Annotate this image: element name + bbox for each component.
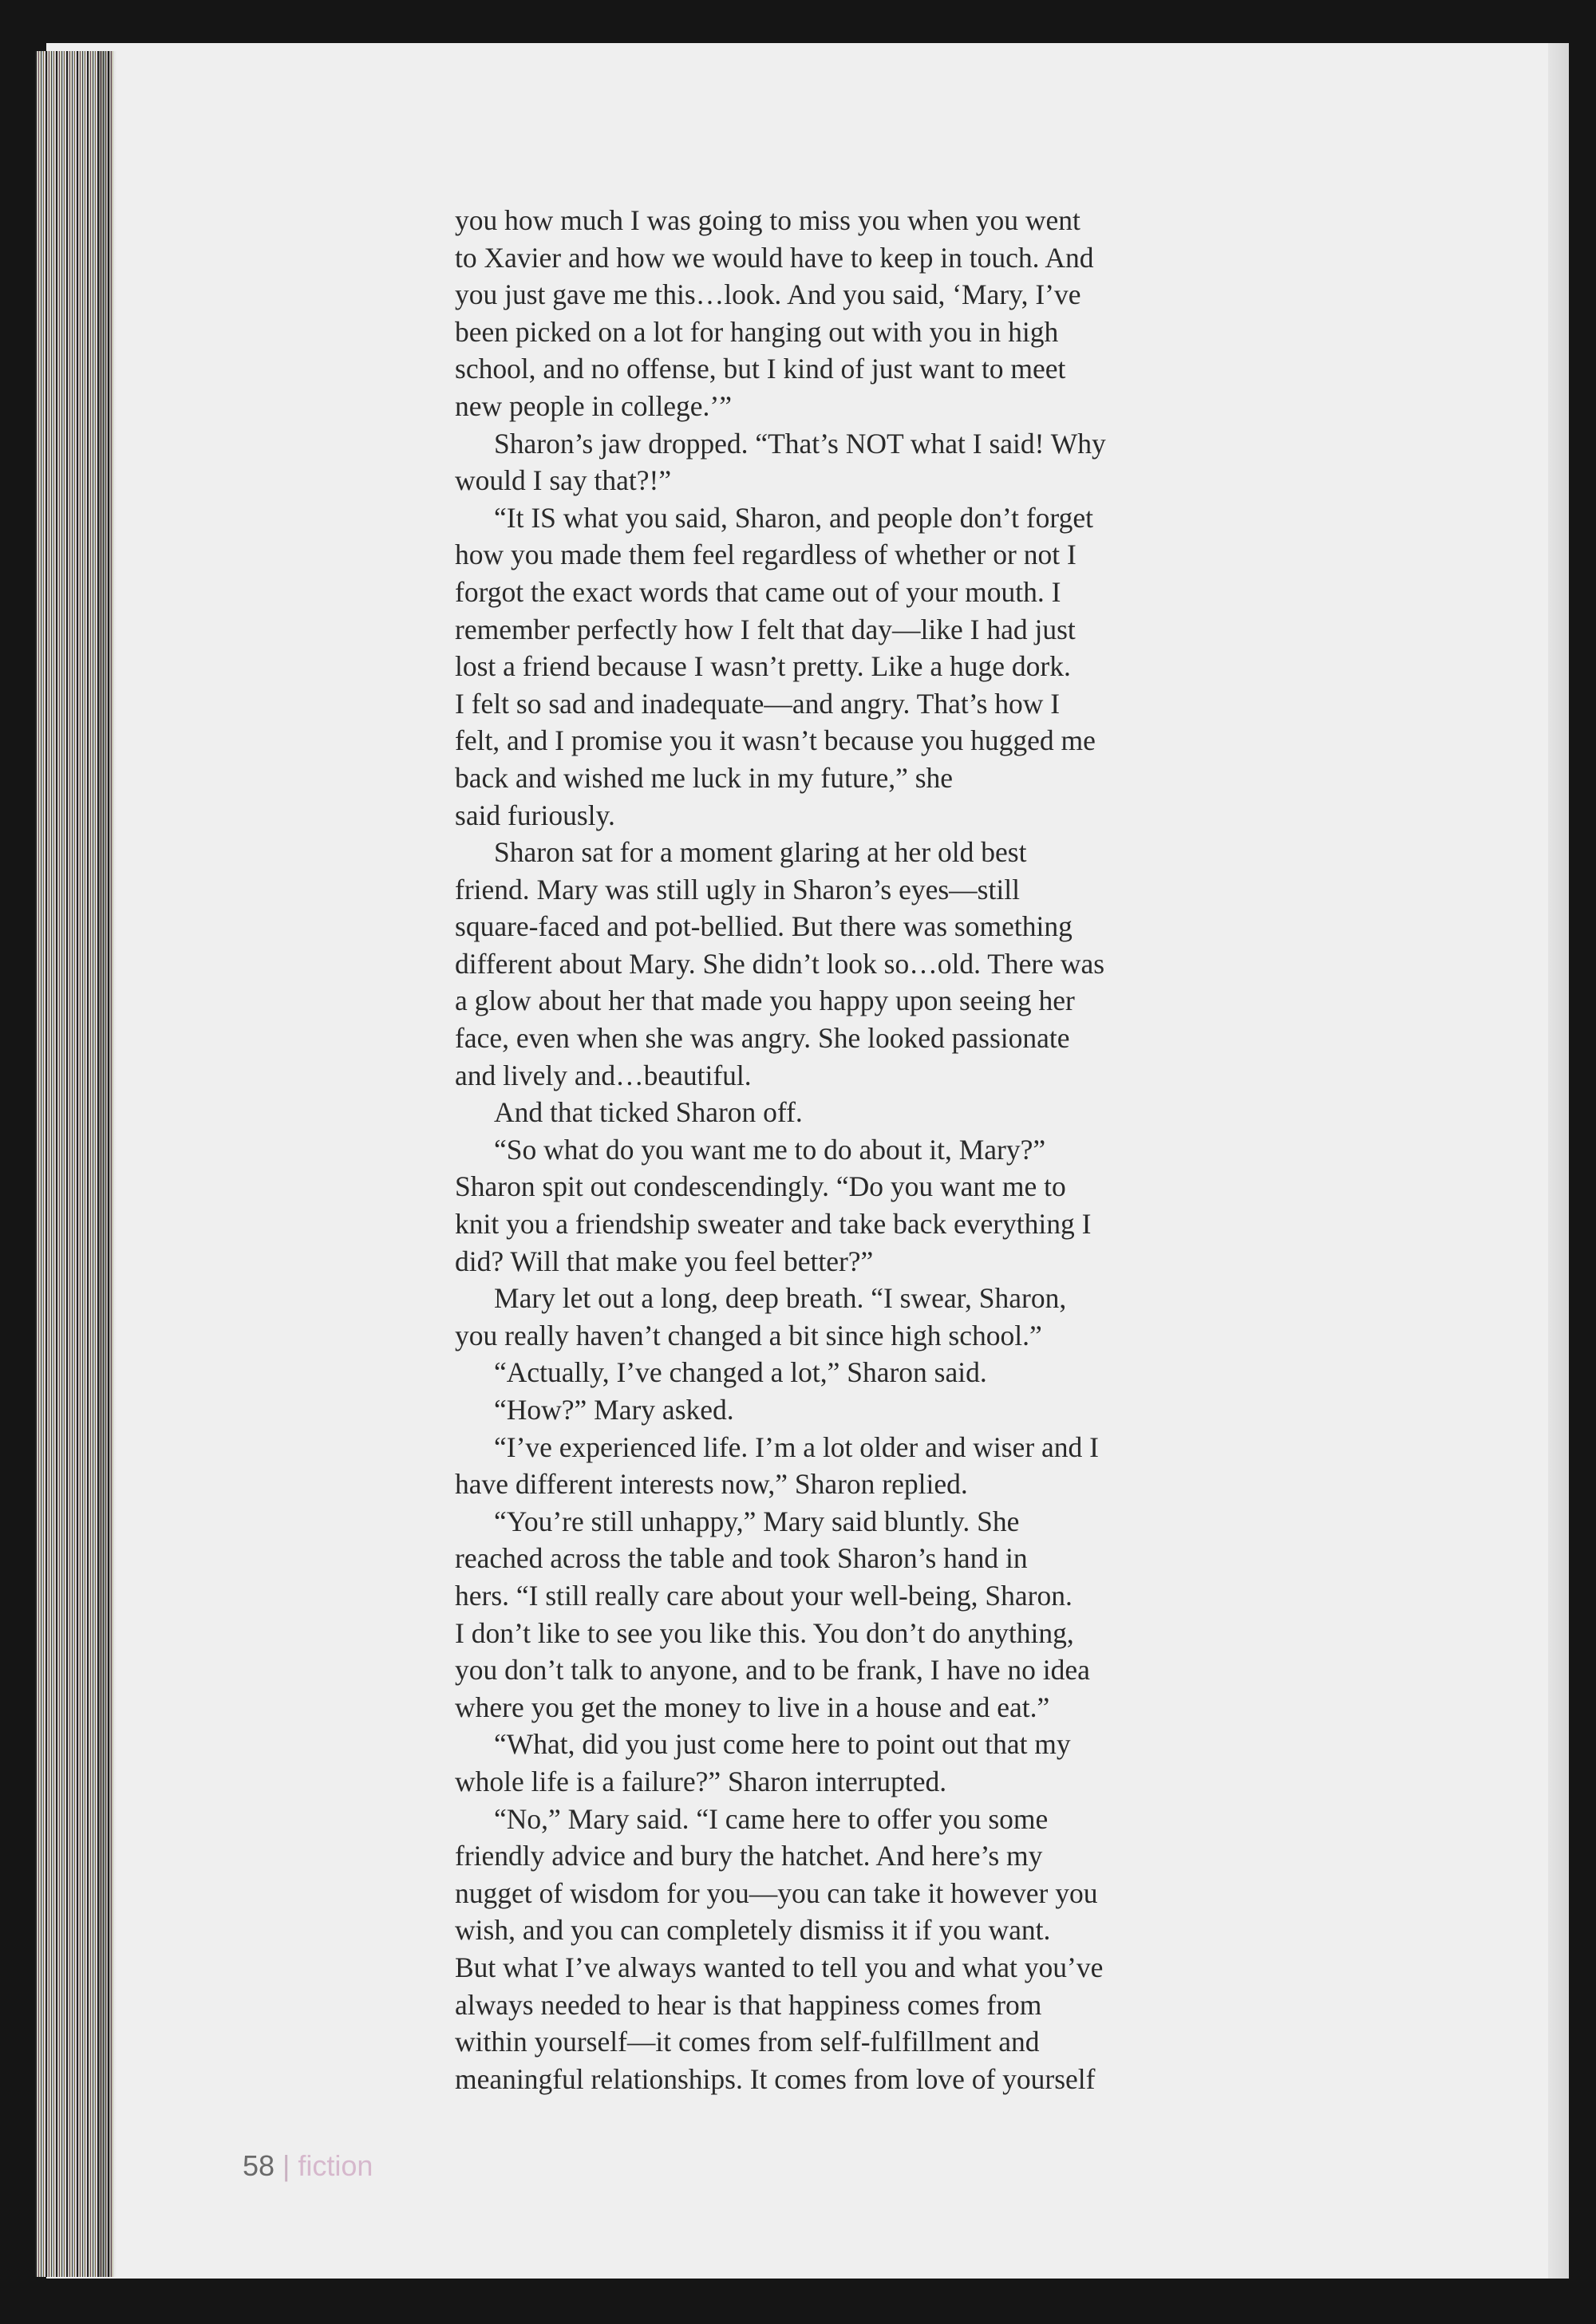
- story-text: [455, 202, 1253, 2097]
- text-line: you really haven’t changed a bit since high school.”: [455, 1319, 1042, 1351]
- section-label: fiction: [298, 2149, 373, 2182]
- text-line: square-faced and pot-bellied. But there was something: [455, 910, 1073, 943]
- text-line: “So what do you want me to do about it, Mary?”: [494, 1133, 1046, 1166]
- paragraph: [455, 1801, 1253, 2098]
- text-line: new people in college.’”: [455, 389, 732, 422]
- text-line: remember perfectly how I felt that day—like I had just: [455, 613, 1076, 645]
- text-line: “How?” Mary asked.: [494, 1394, 734, 1426]
- paragraph: [455, 1429, 1253, 1503]
- text-line: where you get the money to live in a house and eat.”: [455, 1691, 1050, 1723]
- text-line: friend. Mary was still ugly in Sharon’s eyes—still: [455, 873, 1020, 906]
- text-line: Sharon sat for a moment glaring at her old best: [494, 836, 1027, 869]
- text-line: “You’re still unhappy,” Mary said bluntly. She: [494, 1505, 1020, 1537]
- paragraph: [455, 1094, 1253, 1131]
- text-line: Mary let out a long, deep breath. “I swear, Sharon,: [494, 1282, 1067, 1315]
- text-line: “What, did you just come here to point out that my: [494, 1728, 1071, 1761]
- text-line: felt, and I promise you it wasn’t because you hugged me: [455, 724, 1096, 757]
- text-line: and lively and…beautiful.: [455, 1059, 752, 1091]
- text-line: hers. “I still really care about your well-being, Sharon.: [455, 1579, 1073, 1612]
- paragraph: [455, 1131, 1253, 1280]
- text-line: Sharon’s jaw dropped. “That’s NOT what I said! Why: [494, 427, 1106, 460]
- text-line: been picked on a lot for hanging out with you in high: [455, 315, 1059, 348]
- text-line: school, and no offense, but I kind of just want to meet: [455, 353, 1066, 385]
- text-line: always needed to hear is that happiness comes from: [455, 1988, 1042, 2021]
- paragraph: [455, 202, 1253, 425]
- text-line: to Xavier and how we would have to keep in touch. And: [455, 241, 1094, 274]
- paragraph: [455, 834, 1253, 1094]
- paragraph: [455, 1391, 1253, 1429]
- text-line: whole life is a failure?” Sharon interrupted.: [455, 1765, 947, 1797]
- text-line: would I say that?!”: [455, 464, 672, 497]
- text-line: wish, and you can completely dismiss it if you want.: [455, 1914, 1051, 1947]
- text-line: different about Mary. She didn’t look so…old. There was: [455, 947, 1105, 980]
- text-line: a glow about her that made you happy upon seeing her: [455, 984, 1075, 1017]
- page-edge: [1548, 43, 1569, 2279]
- paragraph: [455, 1726, 1253, 1800]
- text-line: Sharon spit out condescendingly. “Do you want me to: [455, 1170, 1066, 1203]
- text-line: said furiously.: [455, 799, 615, 831]
- text-line: face, even when she was angry. She looked passionate: [455, 1022, 1070, 1055]
- text-line: But what I’ve always wanted to tell you and what you’ve: [455, 1951, 1104, 1983]
- text-line: meaningful relationships. It comes from love of yourself: [455, 2062, 1096, 2095]
- text-line: you how much I was going to miss you when you went: [455, 204, 1080, 236]
- text-line: lost a friend because I wasn’t pretty. Like a huge dork.: [455, 650, 1071, 683]
- text-line: within yourself—it comes from self-fulfillment and: [455, 2026, 1040, 2058]
- text-line: how you made them feel regardless of whether or not I: [455, 539, 1077, 571]
- text-line: back and wished me luck in my future,” she: [455, 761, 954, 794]
- paragraph: [455, 499, 1253, 834]
- text-line: nugget of wisdom for you—you can take it however you: [455, 1876, 1098, 1909]
- text-line: friendly advice and bury the hatchet. And here’s my: [455, 1840, 1043, 1872]
- text-line: I felt so sad and inadequate—and angry. That’s how I: [455, 687, 1061, 720]
- paragraph: [455, 1280, 1253, 1354]
- text-line: forgot the exact words that came out of your mouth. I: [455, 575, 1061, 608]
- paragraph: [455, 1503, 1253, 1726]
- text-line: I don’t like to see you like this. You don’t do anything,: [455, 1616, 1074, 1649]
- page-number: 58: [243, 2149, 275, 2182]
- text-line: have different interests now,” Sharon replied.: [455, 1468, 968, 1501]
- text-line: did? Will that make you feel better?”: [455, 1245, 874, 1277]
- footer-separator: |: [282, 2149, 290, 2182]
- text-line: “No,” Mary said. “I came here to offer you some: [494, 1802, 1049, 1835]
- text-line: “It IS what you said, Sharon, and people don’t forget: [494, 501, 1093, 534]
- text-line: reached across the table and took Sharon’s hand in: [455, 1542, 1028, 1575]
- paragraph: [455, 1354, 1253, 1391]
- text-line: you don’t talk to anyone, and to be frank, I have no idea: [455, 1654, 1090, 1687]
- text-line: And that ticked Sharon off.: [494, 1096, 803, 1129]
- text-line: “Actually, I’ve changed a lot,” Sharon said.: [494, 1356, 987, 1389]
- text-line: you just gave me this…look. And you said, ‘Mary, I’ve: [455, 278, 1081, 311]
- text-line: “I’ve experienced life. I’m a lot older and wiser and I: [494, 1430, 1099, 1463]
- text-line: knit you a friendship sweater and take back everything I: [455, 1208, 1092, 1241]
- page-gutter-shadow: [99, 51, 117, 2277]
- page-footer: [243, 2148, 373, 2184]
- paragraph: [455, 425, 1253, 499]
